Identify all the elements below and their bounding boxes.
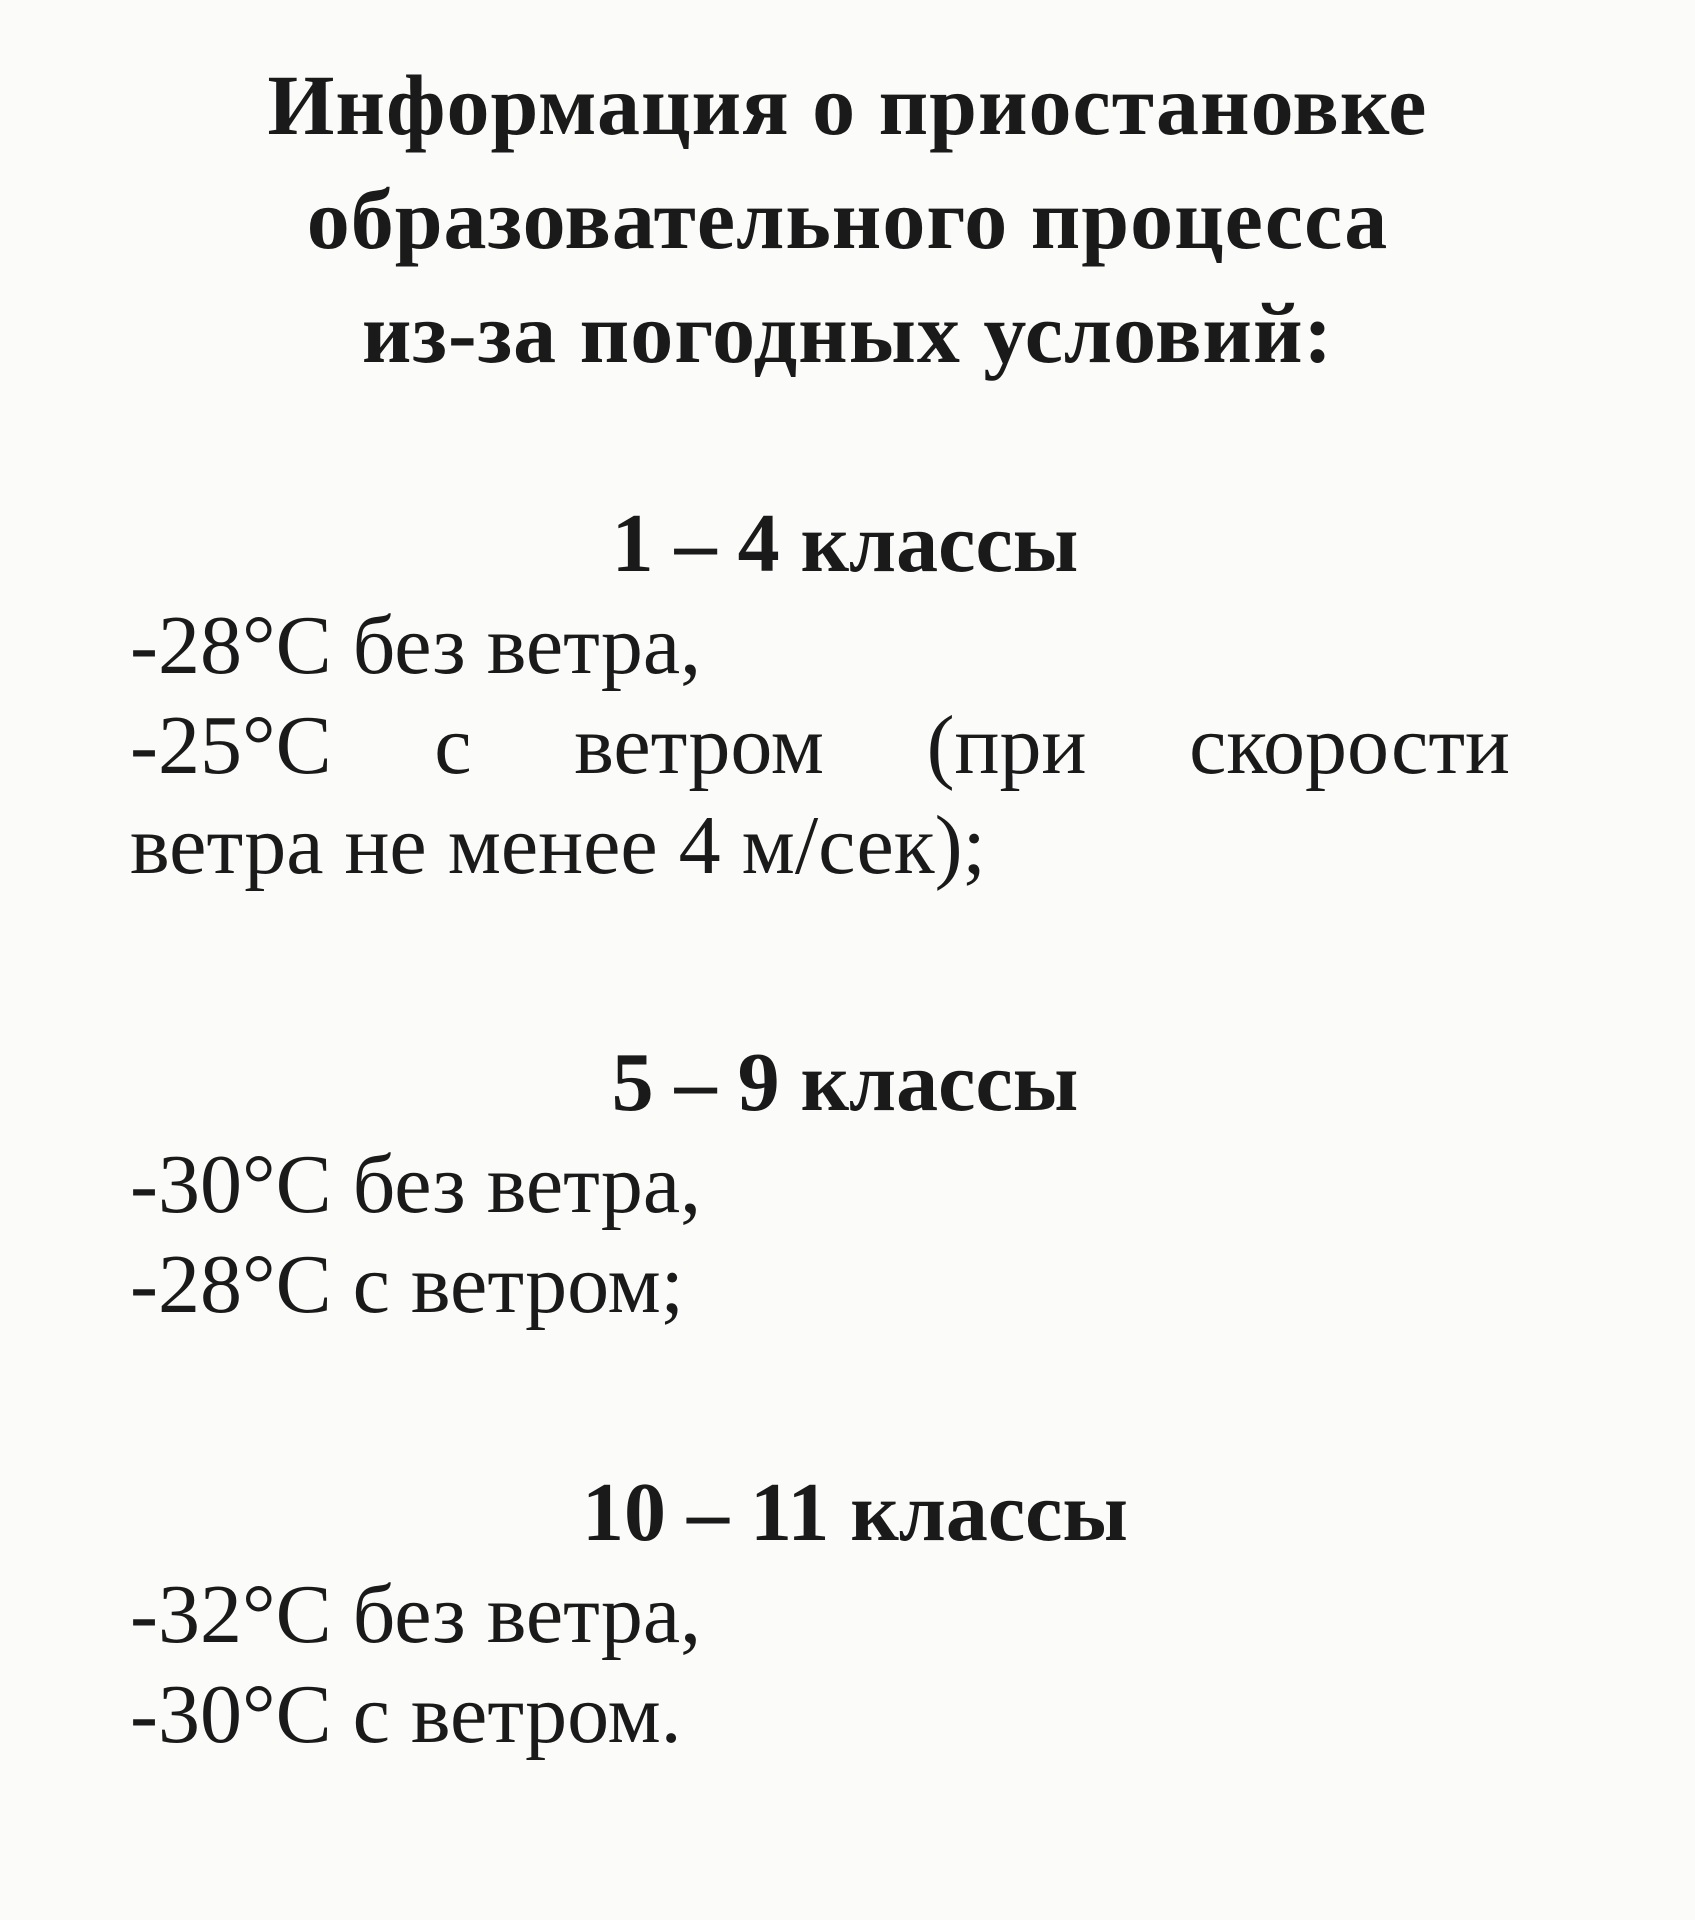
notice-title xyxy=(0,48,1695,390)
condition-line: -25°С с ветром (при скорости xyxy=(130,699,1510,792)
title-line-3: из-за погодных условий: xyxy=(361,285,1334,381)
condition-line: -28°С без ветра, xyxy=(130,599,702,692)
title-line-2: образовательного процесса xyxy=(306,171,1389,267)
condition-line: -28°С с ветром; xyxy=(130,1238,684,1331)
section-heading: 10 – 11 классы xyxy=(581,1466,1129,1559)
condition-line: -30°С без ветра, xyxy=(130,1138,702,1231)
section-heading: 1 – 4 классы xyxy=(611,497,1079,590)
condition-line: ветра не менее 4 м/сек); xyxy=(130,799,986,892)
condition-line: -30°С с ветром. xyxy=(130,1668,682,1761)
section-heading: 5 – 9 классы xyxy=(611,1036,1079,1129)
section-grades-5-9 xyxy=(130,1033,1520,1335)
title-line-1: Информация о приостановке xyxy=(267,57,1428,153)
section-grades-1-4 xyxy=(130,494,1520,896)
condition-line: -32°С без ветра, xyxy=(130,1568,702,1661)
section-grades-10-11 xyxy=(130,1463,1520,1765)
